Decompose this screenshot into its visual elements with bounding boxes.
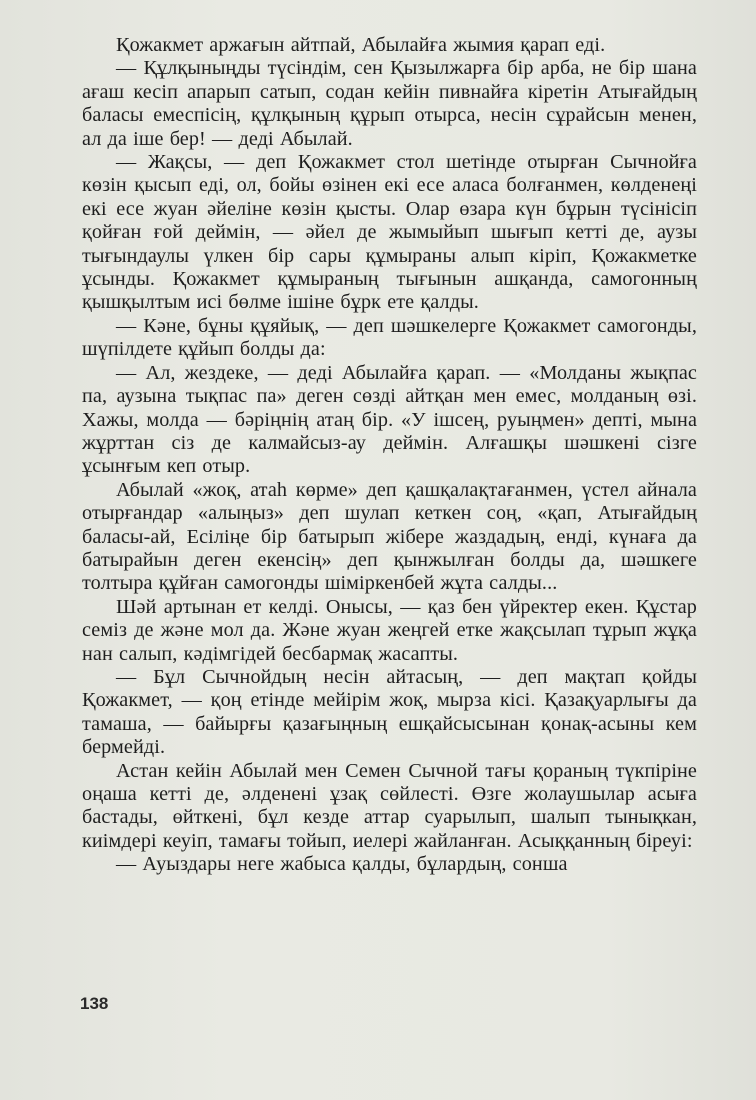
paragraph-1: Қожакмет аржағын айтпай, Абылайға жымия қарап еді. [116,34,606,56]
paragraph-10: — Ауыздары неге жабыса қалды, бұлардың, сонша [116,853,568,876]
paragraph-4: — Кәне, бұны құяйық, — деп шәшкелерге Қожакмет самогонды, шүпілдете құйып болды да: [82,314,697,361]
paragraph-5: — Ал, жездеке, — деді Абылайға қарап. — «Молданы жықпас па, аузына тықпас па» деген сөзді айтқан мен емес, молданың өзі. Хажы, молда — бәріңнің атаң бір. «У ішсең, руыңмен» депті, мына жұрттан сіз де калмайсыз-ау деймін. Алғашқы шәшкені сізге ұсынғым кеп отыр. [82,361,697,478]
paragraph-7: Шәй артынан ет келді. Онысы, — қаз бен үйректер екен. Құстар семіз де және мол да. Және жуан жеңгей етке жақсылап тұрып жұқа нан салып, кәдімгідей бесбармақ жасапты. [82,595,697,665]
body-text [82,34,697,877]
page-number: 138 [80,994,109,1013]
paragraph-9: Астан кейін Абылай мен Семен Сычной тағы қораның түкпіріне оңаша кетті де, әлденені ұзақ сөйлесті. Өзге жолаушылар асыға бастады, өйткені, бұл кезде аттар суарылып, шалып тынықкан, киімдері кеуіп, тамағы тойып, иелері жайланған. Асыққанның біреуі: [82,759,697,852]
paragraph-3: — Жақсы, — деп Қожакмет стол шетінде отырған Сычнойға көзін қысып еді, ол, бойы өзінен екі есе аласа болғанмен, көлденеңі екі есе жуан әйеліне көзін қысты. Олар өзара күн бұрын түсінісіп қойған ғой деймін, — әйел де жымыйып шығып кетті де, аузы тығындаулы үлкен бір сары құмыраны алып кіріп, Қожакметке ұсынды. Қожакмет құмыраның тығынын ашқанда, самогонның қышқылтым исі бөлме ішіне бұрк ете қалды. [82,151,697,314]
paragraph-6: Абылай «жоқ, атаһ көрме» деп қашқалақтағанмен, үстел айнала отырғандар «алыңыз» деп шулап кеткен соң, «қап, Атығайдың баласы-ай, Есіліңе бір батырып жібере жаздадың, енді, күнаға да батырайын деген екенсің» деп қынжылған болды да, шәшкеге толтыра құйған самогонды шіміркенбей жұта салды... [82,478,697,595]
paragraph-8: — Бұл Сычнойдың несін айтасың, — деп мақтап қойды Қожакмет, — қоң етінде мейірім жоқ, мырза кісі. Қазақуарлығы да тамаша, — байырғы қазағыңның ешқайсысынан қонақ-асыны кем бермейді. [82,665,697,759]
paragraph-2: — Құлқыныңды түсіндім, сен Қызылжарға бір арба, не бір шана ағаш кесіп апарып сатып, содан кейін пивнайға кіретін Атығайдың баласы емеспісің, құлқының құрып отырса, несін сұрайсын менен, ал да іше бер! — деді Абылай. [82,57,697,150]
